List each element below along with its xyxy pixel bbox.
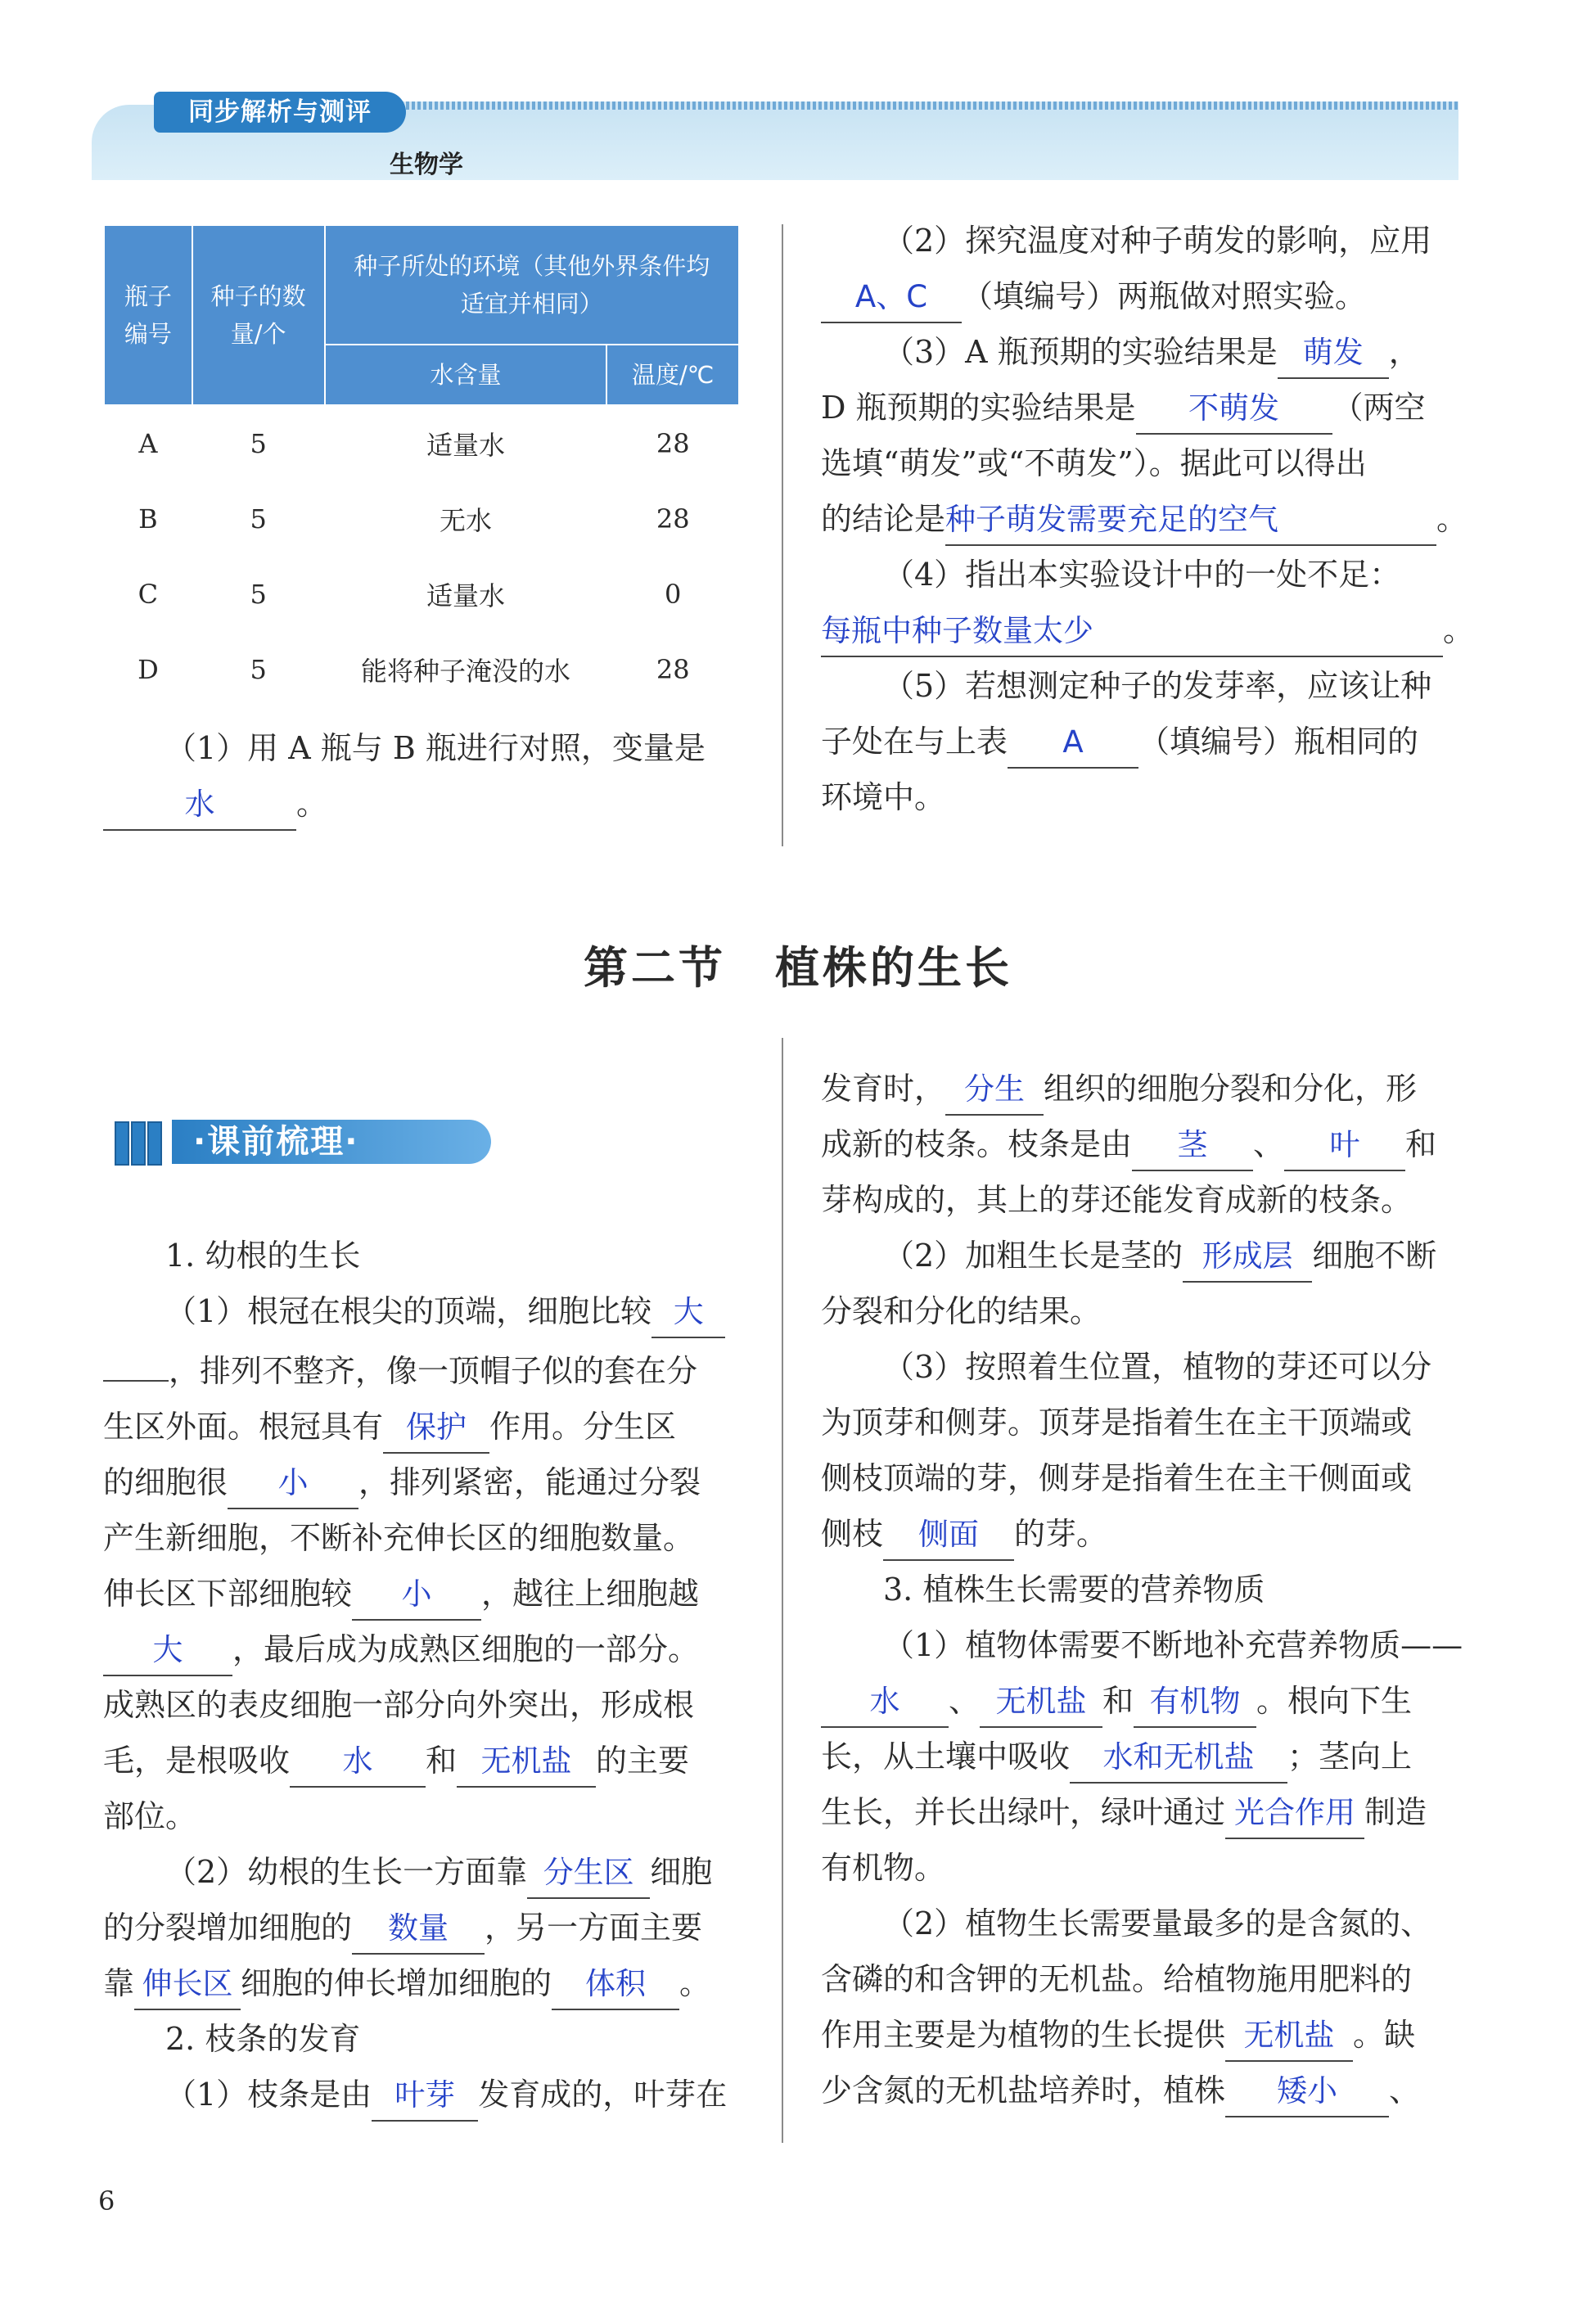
column-divider-bottom [782,1038,783,2143]
cell-water: 适量水 [426,580,505,611]
answer-blank: 叶芽 [372,2071,478,2122]
answer-blank: 小 [228,1459,358,1509]
header-temp: 温度/℃ [606,345,739,405]
answer-blank: 大 [103,1626,232,1676]
answer-blank: 保护 [383,1403,489,1454]
experiment-table [103,224,740,707]
answer-blank: 叶 [1284,1121,1405,1171]
page-number: 6 [98,2185,115,2217]
answer-blank: A [1008,718,1138,769]
answer-blank: 水 [821,1677,949,1728]
answer-blank: 小 [352,1570,481,1621]
question-1: （1）用 A 瓶与 B 瓶进行对照，变量是 水 。 [103,720,746,832]
answer-blank: 分生 [945,1065,1044,1116]
left-column-text: 1. 幼根的生长 （1）根冠在根尖的顶端，细胞比较 大 ，排列不整齐，像一顶帽子似的套在分 生区外面。根冠具有 保护 作用。分生区 的细胞很 小 ，排列紧密，能通过分裂 产生新细胞，不断补充伸长区的细胞数量。 伸长区下部细胞较 小 ，越往上细胞越 大 ，最后成为成熟区细胞的一部分。 成熟区的表皮细胞一部分向外突出，形成根 毛，是根吸收 水 和 无机盐 的主要 部位。 （2）幼根的生长一方面靠 分生区 细胞 的分裂增加细胞的 数量 ，另一方面主要 靠 伸长区 细胞的伸长增加细胞的 体积 。 2. 枝条的发育 （1）枝条是由 叶芽 发育成的，叶芽在 [103,1228,746,2122]
cell-id: B [138,503,158,534]
answer-blank: 萌发 [1278,328,1389,379]
answer-blank: 大 [651,1288,725,1338]
header-count: 种子的数量/个 [192,225,325,405]
answer-blank: 分生区 [527,1848,650,1899]
right-column-text: 发育时， 分生 组织的细胞分裂和分化，形 成新的枝条。枝条是由 茎 、 叶 和 芽构成的，其上的芽还能发育成新的枝条。 （2）加粗生长是茎的 形成层 细胞不断 分裂和分化的结果。 （3）按照着生位置，植物的芽还可以分 为顶芽和侧芽。顶芽是指着生在主干顶端或 侧枝顶端的芽，侧芽是指着生在主干侧面或 侧枝 侧面 的芽。 3. 植株生长需要的营养物质 （1）植物体需要不断地补充营养物质—— 水 、 无机盐 和 有机物 。根向下生 长，从土壤中吸收 水和无机盐 ；茎向上 生长，并长出绿叶，绿叶通过 光合作用 制造 有机物。 （2）植物生长需要量最多的是含氮的、 含磷的和含钾的无机盐。给植物施用肥料的 作用主要是为植物的生长提供 无机盐 。缺 少含氮的无机盐培养时，植株 矮小 、 [821,1061,1476,2118]
cell-count: 5 [250,428,267,459]
answer-blank: 光合作用 [1225,1788,1364,1839]
section-title: 第二节 植株的生长 [584,942,1012,994]
books-icon [111,1116,165,1167]
answer-blank: 水 [290,1737,426,1788]
table-row [104,557,739,632]
series-badge: 同步解析与测评 [154,92,406,133]
heading-nutrients: 3. 植株生长需要的营养物质 [883,1572,1265,1608]
answer-blank: 侧面 [883,1510,1014,1561]
cell-temp: 28 [656,654,690,685]
answer-blank: 有机物 [1134,1677,1256,1728]
header-env: 种子所处的环境（其他外界条件均适宜并相同） [325,225,740,345]
table-row [104,405,739,481]
answer-blank: 无机盐 [1225,2011,1353,2062]
cell-temp: 28 [656,428,690,459]
subject-label: 生物学 [390,151,463,179]
header-bottle: 瓶子编号 [104,225,192,405]
header-water: 水含量 [325,345,607,405]
table-row [104,632,739,707]
answer-blank: 茎 [1132,1121,1253,1171]
answer-blank: 无机盐 [980,1677,1102,1728]
answer-blank: 每瓶中种子数量太少 [821,607,1443,657]
cell-id: D [138,654,159,685]
column-divider-top [782,224,783,846]
table-row [104,481,739,557]
heading-root-growth: 1. 幼根的生长 [165,1238,361,1274]
answer-blank: 形成层 [1183,1232,1312,1283]
cell-temp: 0 [665,579,682,610]
cell-count: 5 [250,654,267,685]
answer-blank: 不萌发 [1136,384,1332,435]
heading-branch: 2. 枝条的发育 [165,2021,361,2057]
cell-water: 能将种子淹没的水 [360,656,570,687]
cell-water: 适量水 [426,430,505,461]
cell-water: 无水 [439,505,492,536]
answer-blank: 水 [103,780,296,831]
answer-blank: A、C [821,273,962,323]
answer-blank: 种子萌发需要充足的空气 [945,495,1436,546]
answer-blank: 水和无机盐 [1070,1733,1287,1784]
cell-id: C [138,579,159,610]
cell-id: A [138,428,158,459]
cell-temp: 28 [656,503,690,534]
answer-blank: 体积 [552,1960,679,2010]
cell-count: 5 [250,579,267,610]
answer-blank: 伸长区 [134,1960,241,2010]
cell-count: 5 [250,503,267,534]
answer-blank: 数量 [352,1904,485,1955]
answer-blank: 无机盐 [457,1737,596,1788]
answer-blank: 矮小 [1225,2067,1389,2117]
questions-2-5: （2）探究温度对种子萌发的影响，应用 A、C （填编号）两瓶做对照实验。 （3）A 瓶预期的实验结果是 萌发 ， D 瓶预期的实验结果是 不萌发 （两空 选填“萌发”或“不萌发”）。据此可以得出 的结论是种子萌发需要充足的空气 。 （4）指出本实验设计中的一处不足： 每瓶中种子数量太少 。 （5）若想测定种子的发芽率，应该让种 子处在与上表 A （填编号）瓶相同的 环境中。 [821,223,1475,815]
